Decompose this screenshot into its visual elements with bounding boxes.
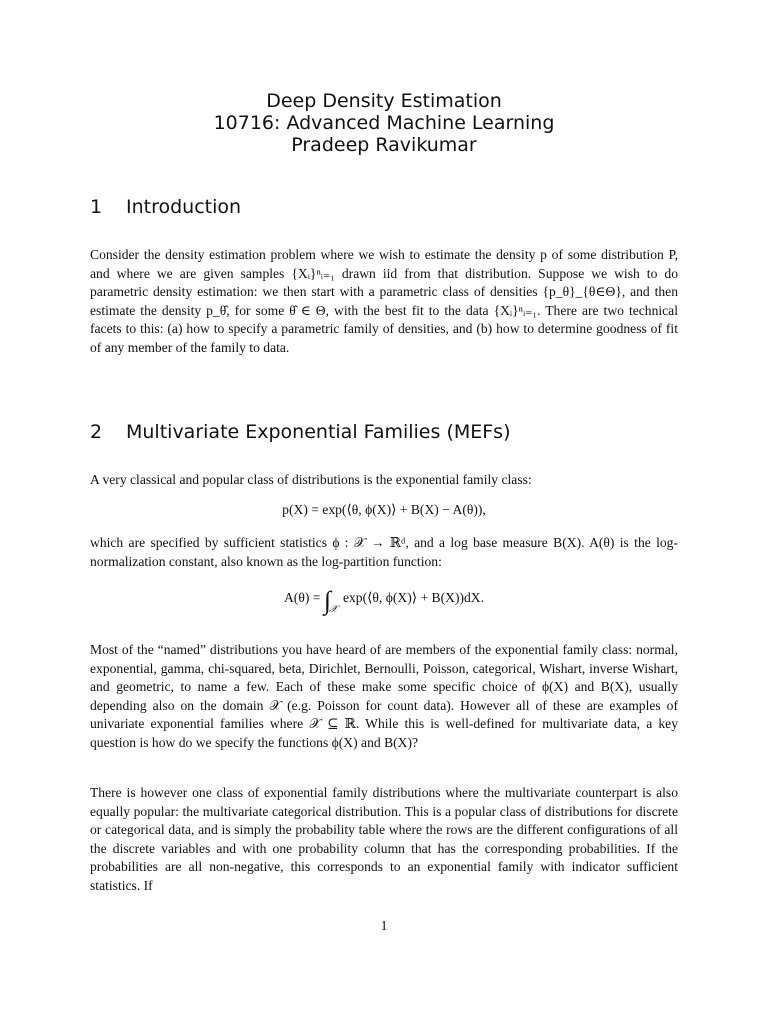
section-title: Introduction (126, 196, 242, 218)
named-distributions-paragraph: Most of the “named” distributions you have heard of are members of the exponential family class: normal, exponential, gamma, chi-squared, beta, Dirichlet, Bernoulli, Poisson, categorical, Wishart, inverse Wishart, and geometric, to name a few. Each of these make some specific choice of ϕ(X) and B(X), usually depending also on the domain 𝒳 (e.g. Poisson for count data). However all of these are examples of univariate exponential families where 𝒳 ⊆ ℝ. While this is well-defined for multivariate data, a key question is how do we specify the functions ϕ(X) and B(X)? (90, 642, 678, 750)
course-title: 10716: Advanced Machine Learning (213, 112, 555, 134)
section-heading-1 (90, 195, 241, 219)
equation-lhs: A(θ) = (283, 590, 321, 605)
integral-domain: 𝒳 (328, 604, 338, 615)
author-name: Pradeep Ravikumar (291, 134, 477, 156)
equation-exponential-family: p(X) = exp(⟨θ, ϕ(X)⟩ + B(X) − A(θ)), (282, 502, 486, 517)
document-title: Deep Density Estimation (266, 90, 502, 112)
intro-paragraph: Consider the density estimation problem where we wish to estimate the density p of some distribution P, and where we are given samples {Xᵢ}ⁿᵢ₌₁ drawn iid from that distribution. Suppose we wish to do parametric density estimation: we then start with a parametric class of densities {p_θ}_{θ∈Θ}, and then estimate the density p_θ̂, for some θ̂ ∈ Θ, with the best fit to the data {Xᵢ}ⁿᵢ₌₁. There are two technical facets to this: (a) how to specify a parametric family of densities, and (b) how to determine goodness of fit of any member of the family to data. (90, 247, 678, 355)
section-heading-2 (90, 420, 511, 444)
sufficient-statistics-paragraph: which are specified by sufficient statistics ϕ : 𝒳 → ℝᵈ, and a log base measure B(X). A(θ) is the log-normalization constant, also known as the log-partition function: (90, 535, 678, 569)
page-number: 1 (380, 918, 388, 933)
equation-rhs: exp(⟨θ, ϕ(X)⟩ + B(X))dX. (342, 590, 485, 605)
categorical-paragraph: There is however one class of exponential family distributions where the multivariate counterpart is also equally popular: the multivariate categorical distribution. This is a popular class of distributions for discrete or categorical data, and is simply the probability table where the rows are the different configurations of all the discrete variables and with one probability column that has the corresponding probabilities. If the probabilities are all non-negative, this corresponds to an exponential family with indicator sufficient statistics. If (90, 785, 678, 893)
section-number: 2 (90, 421, 103, 443)
section-title: Multivariate Exponential Families (MEFs) (126, 421, 511, 443)
section-number: 1 (90, 196, 103, 218)
integral-symbol: ∫ (323, 586, 331, 615)
mef-intro-paragraph: A very classical and popular class of distributions is the exponential family class: (90, 472, 532, 487)
equation-log-partition (90, 586, 678, 615)
